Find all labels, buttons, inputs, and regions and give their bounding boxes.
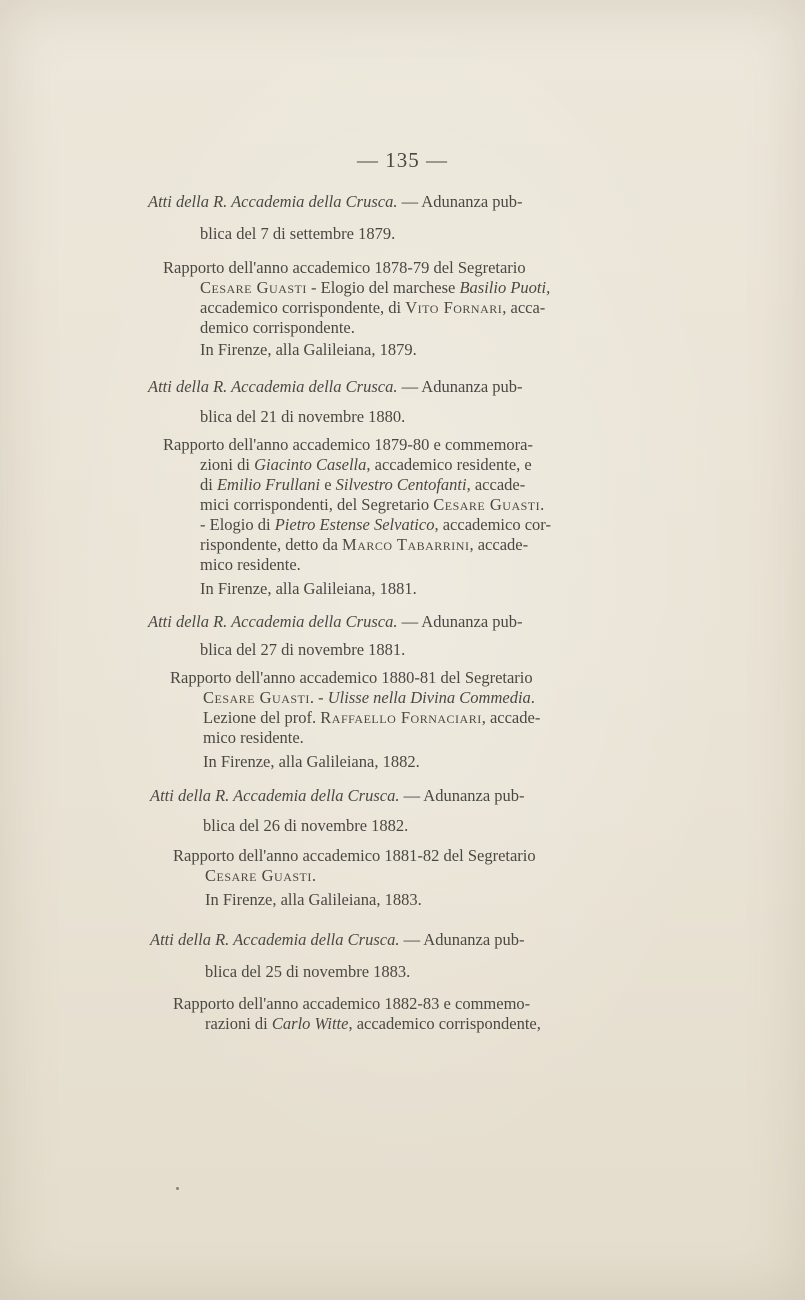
page-number: — 135 — (357, 148, 448, 172)
body-line: - Elogio di Pietro Estense Selvatico, accademico cor- (200, 515, 551, 534)
body-line: mici corrispondenti, del Segretario Cesare Guasti. (200, 495, 545, 514)
imprint-line: In Firenze, alla Galileiana, 1882. (203, 752, 420, 771)
body-line: mico residente. (200, 555, 301, 574)
author-name: Raffaello Fornaciari (320, 708, 482, 727)
imprint-line: In Firenze, alla Galileiana, 1881. (200, 579, 417, 598)
entry-date-line: blica del 27 di novembre 1881. (200, 640, 406, 659)
body-line: Lezione del prof. Raffaello Fornaciari, accade- (203, 708, 541, 727)
body-line: di Emilio Frullani e Silvestro Centofanti, accade- (200, 475, 526, 494)
entry-date-line: blica del 26 di novembre 1882. (203, 816, 409, 835)
author-name: Cesare Guasti (205, 866, 312, 885)
imprint-line: In Firenze, alla Galileiana, 1883. (205, 890, 422, 909)
series-title: Atti della R. Accademia della Crusca. (148, 192, 398, 211)
heading-dash: — Adunanza pub- (401, 377, 523, 396)
entry-date-line: blica del 21 di novembre 1880. (200, 407, 406, 426)
author-name: Cesare Guasti (433, 495, 541, 514)
paper-speck (176, 1187, 179, 1190)
entry-date-line: blica del 7 di settembre 1879. (200, 224, 396, 243)
heading-dash: — Adunanza pub- (401, 612, 523, 631)
work-title: Ulisse nella Divina Commedia (327, 688, 531, 707)
author-name: Vito Fornari (405, 298, 503, 317)
author-name: Cesare Guasti (200, 278, 307, 297)
body-line: rispondente, detto da Marco Tabarrini, accade- (200, 535, 529, 554)
heading-dash: — Adunanza pub- (403, 786, 525, 805)
body-line: Cesare Guasti. (205, 866, 317, 885)
author-name: Cesare Guasti (203, 688, 310, 707)
entry-heading (148, 377, 523, 397)
body-line: Rapporto dell'anno accademico 1882-83 e commemo- (173, 994, 531, 1013)
body-line: Cesare Guasti - Elogio del marchese Basilio Puoti, (200, 278, 551, 297)
person-name: Pietro Estense Selvatico (274, 515, 435, 534)
body-line: Rapporto dell'anno accademico 1880-81 del Segretario (170, 668, 533, 687)
person-name: Carlo Witte (271, 1014, 349, 1033)
series-title: Atti della R. Accademia della Crusca. (148, 612, 398, 631)
person-name: Silvestro Centofanti (335, 475, 467, 494)
entry-heading (148, 192, 523, 212)
person-name: Emilio Frullani (216, 475, 321, 494)
author-name: Marco Tabarrini (342, 535, 470, 554)
body-line: Cesare Guasti. - Ulisse nella Divina Commedia. (203, 688, 535, 707)
body-line: demico corrispondente. (200, 318, 355, 337)
entry-heading (150, 930, 525, 950)
entry-heading (148, 612, 523, 632)
entry-heading (150, 786, 525, 806)
series-title: Atti della R. Accademia della Crusca. (150, 786, 400, 805)
person-name: Basilio Puoti, (459, 278, 551, 297)
body-line: razioni di Carlo Witte, accademico corrispondente, (205, 1014, 541, 1033)
body-line: Rapporto dell'anno accademico 1879-80 e commemora- (163, 435, 533, 454)
body-line: zioni di Giacinto Casella, accademico residente, e (200, 455, 532, 474)
series-title: Atti della R. Accademia della Crusca. (148, 377, 398, 396)
heading-dash: — Adunanza pub- (403, 930, 525, 949)
heading-dash: — Adunanza pub- (401, 192, 523, 211)
body-line: accademico corrispondente, di Vito Fornari, acca- (200, 298, 546, 317)
person-name: Giacinto Casella (254, 455, 367, 474)
imprint-line: In Firenze, alla Galileiana, 1879. (200, 340, 417, 359)
body-line: mico residente. (203, 728, 304, 747)
entry-date-line: blica del 25 di novembre 1883. (205, 962, 411, 981)
body-line: Rapporto dell'anno accademico 1878-79 del Segretario (163, 258, 526, 277)
body-line: Rapporto dell'anno accademico 1881-82 del Segretario (173, 846, 536, 865)
series-title: Atti della R. Accademia della Crusca. (150, 930, 400, 949)
